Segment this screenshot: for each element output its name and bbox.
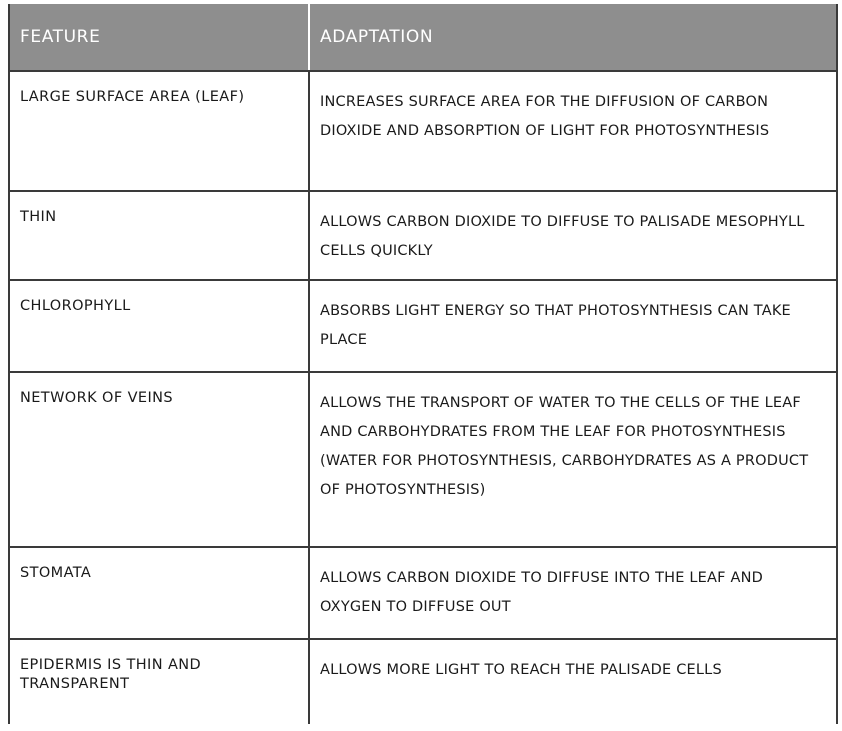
table-row (9, 639, 837, 724)
feature-cell: STOMATA (9, 547, 309, 639)
table-row (9, 280, 837, 372)
feature-column-header: FEATURE (9, 4, 309, 71)
leaf-adaptations-table (8, 4, 838, 724)
adaptation-cell: ALLOWS THE TRANSPORT OF WATER TO THE CELLS OF THE LEAF AND CARBOHYDRATES FROM THE LEAF FOR PHOTOSYNTHESIS (WATER FOR PHOTOSYNTHESIS, CARBOHYDRATES AS A PRODUCT OF PHOTOSYNTHESIS) (309, 372, 837, 547)
table-row (9, 372, 837, 547)
adaptation-cell: ALLOWS CARBON DIOXIDE TO DIFFUSE INTO THE LEAF AND OXYGEN TO DIFFUSE OUT (309, 547, 837, 639)
feature-cell: NETWORK OF VEINS (9, 372, 309, 547)
table-row (9, 191, 837, 280)
table-row (9, 71, 837, 191)
feature-cell: CHLOROPHYLL (9, 280, 309, 372)
feature-cell: LARGE SURFACE AREA (LEAF) (9, 71, 309, 191)
feature-cell: THIN (9, 191, 309, 280)
adaptation-cell: ALLOWS MORE LIGHT TO REACH THE PALISADE CELLS (309, 639, 837, 724)
table-header-row (9, 4, 837, 71)
adaptation-column-header: ADAPTATION (309, 4, 837, 71)
feature-cell: EPIDERMIS IS THIN AND TRANSPARENT (9, 639, 309, 724)
adaptation-cell: ABSORBS LIGHT ENERGY SO THAT PHOTOSYNTHESIS CAN TAKE PLACE (309, 280, 837, 372)
adaptation-cell: INCREASES SURFACE AREA FOR THE DIFFUSION OF CARBON DIOXIDE AND ABSORPTION OF LIGHT FOR PHOTOSYNTHESIS (309, 71, 837, 191)
adaptation-cell: ALLOWS CARBON DIOXIDE TO DIFFUSE TO PALISADE MESOPHYLL CELLS QUICKLY (309, 191, 837, 280)
table-row (9, 547, 837, 639)
